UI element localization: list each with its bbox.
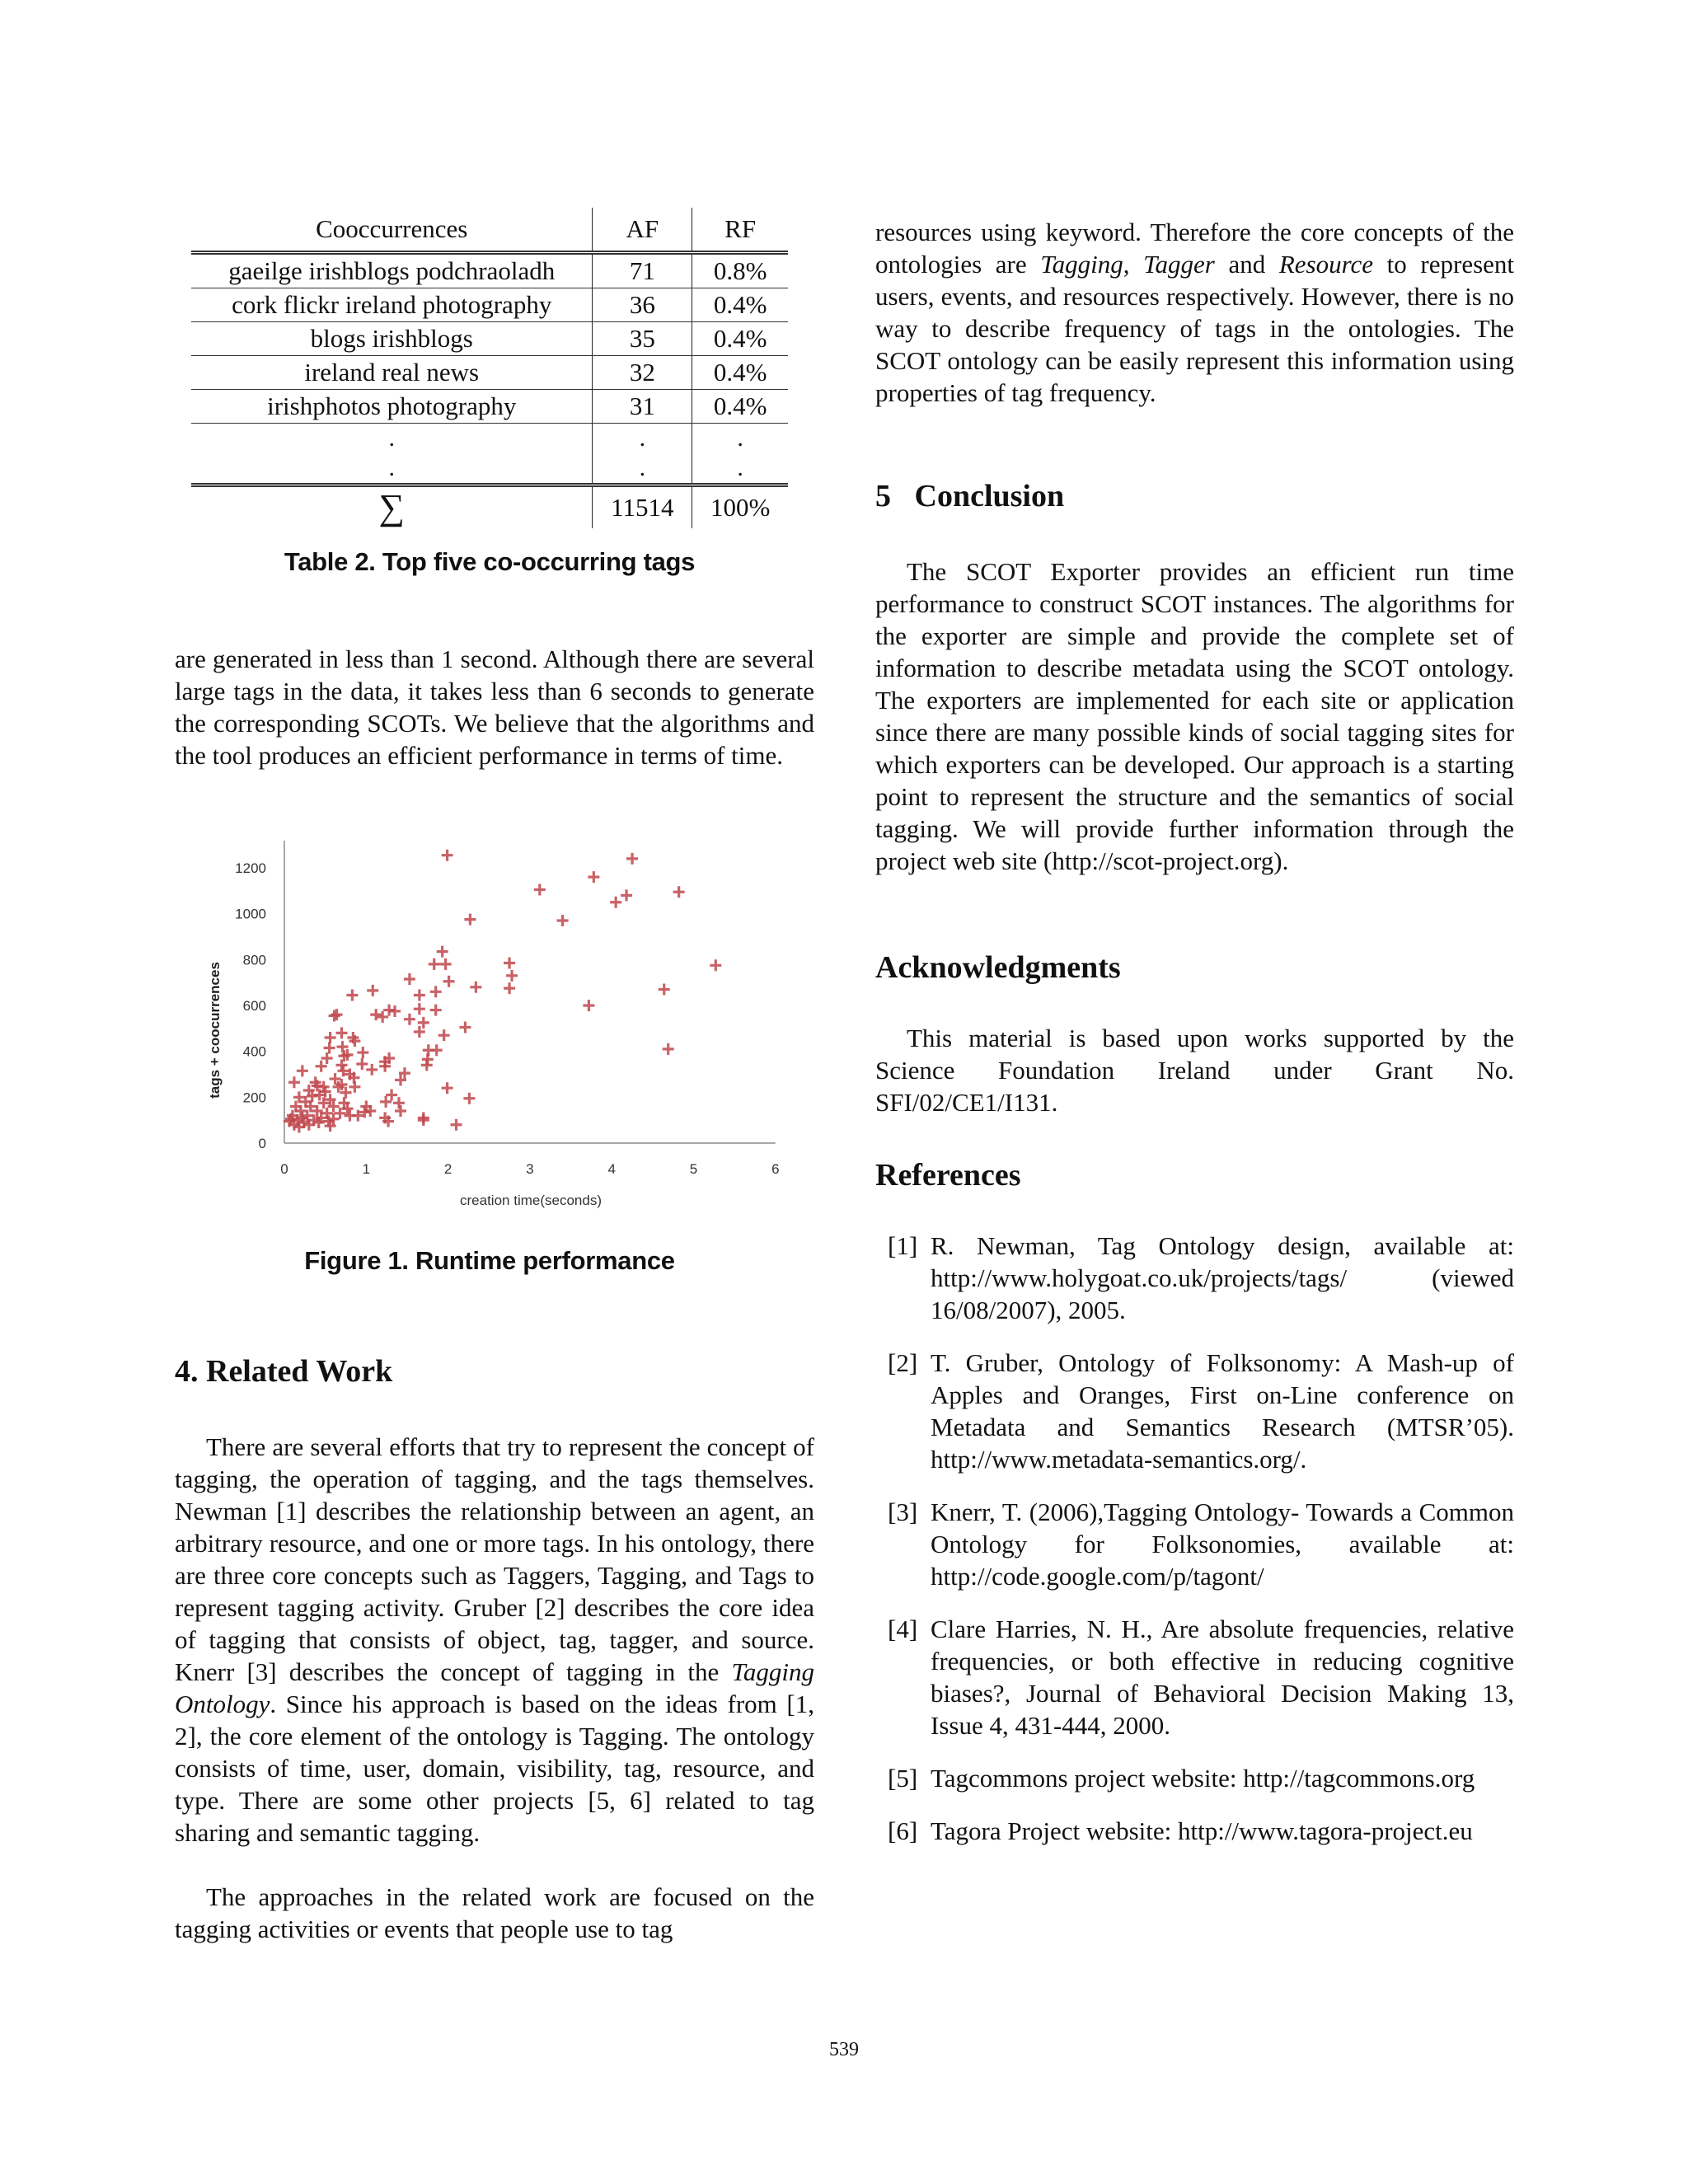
conclusion-paragraph bbox=[875, 555, 1514, 877]
data-point-plus-icon bbox=[430, 1005, 442, 1016]
cell-tags: blogs irishblogs bbox=[191, 322, 593, 356]
data-point-plus-icon bbox=[324, 1042, 335, 1053]
page-number: 539 bbox=[829, 2039, 859, 2060]
italic-term: Tagging bbox=[1040, 250, 1123, 279]
ellipsis: . bbox=[593, 453, 692, 485]
ellipsis-row bbox=[191, 453, 788, 485]
table-row bbox=[191, 356, 788, 390]
data-point-plus-icon bbox=[504, 958, 515, 969]
cooccurrence-table bbox=[191, 208, 788, 528]
ref-text: Knerr, T. (2006),Tagging Ontology- Towards a Common Ontology for Folksonomies, available at: http://code.google.com/p/tagont/ bbox=[931, 1497, 1514, 1591]
reference-item bbox=[875, 1815, 1514, 1847]
acknowledgments-paragraph bbox=[875, 1022, 1514, 1118]
data-point-plus-icon bbox=[380, 1096, 392, 1108]
reference-item bbox=[875, 1230, 1514, 1326]
scatter-plot bbox=[201, 832, 795, 1220]
data-point-plus-icon bbox=[440, 958, 452, 970]
data-point-plus-icon bbox=[395, 1105, 406, 1117]
sum-symbol: ∑ bbox=[191, 485, 593, 529]
table-row bbox=[191, 390, 788, 424]
chart-axes bbox=[235, 841, 779, 1177]
text: The approaches in the related work are focused on the tagging activities or events that people use to tag bbox=[175, 1882, 814, 1943]
data-point-plus-icon bbox=[404, 973, 415, 985]
data-point-plus-icon bbox=[288, 1076, 300, 1088]
ref-text: Clare Harries, N. H., Are absolute frequencies, relative frequencies, or both effective in reducing cognitive biases?, Journal of Behavioral Decision Making 13, Issue 4, 431-444, 2000. bbox=[931, 1615, 1514, 1740]
data-point-plus-icon bbox=[367, 985, 378, 996]
cell-rf: 0.4% bbox=[692, 356, 788, 390]
reference-item bbox=[875, 1613, 1514, 1741]
header-af: AF bbox=[593, 208, 692, 253]
ref-number: [3] bbox=[888, 1497, 918, 1526]
data-point-plus-icon bbox=[336, 1027, 348, 1038]
data-point-plus-icon bbox=[377, 1011, 388, 1023]
cell-tags: ireland real news bbox=[191, 356, 593, 390]
ref-number: [1] bbox=[888, 1231, 918, 1260]
data-point-plus-icon bbox=[663, 1043, 674, 1055]
cell-rf: 0.4% bbox=[692, 322, 788, 356]
cell-af: 32 bbox=[593, 356, 692, 390]
data-point-plus-icon bbox=[621, 889, 632, 901]
y-tick-label: 400 bbox=[242, 1043, 266, 1060]
data-point-plus-icon bbox=[321, 1052, 333, 1064]
cell-rf: 0.8% bbox=[692, 253, 788, 288]
data-point-plus-icon bbox=[506, 970, 518, 982]
data-point-plus-icon bbox=[316, 1061, 327, 1072]
data-point-plus-icon bbox=[463, 1093, 475, 1104]
section-heading-conclusion: 5 Conclusion bbox=[875, 479, 1065, 513]
ellipsis: . bbox=[593, 424, 692, 454]
results-paragraph: are generated in less than 1 second. Although there are several large tags in the data, it takes less than 6 seconds to generate the corresponding SCOTs. We believe that the algorithms and the tool produces an efficient performance in terms of time. bbox=[175, 644, 814, 770]
data-points bbox=[284, 850, 721, 1133]
data-point-plus-icon bbox=[438, 1029, 450, 1041]
ref-text: Tagcommons project website: http://tagcommons.org bbox=[931, 1764, 1475, 1793]
data-point-plus-icon bbox=[325, 1032, 336, 1043]
ref-text: T. Gruber, Ontology of Folksonomy: A Mash-up of Apples and Oranges, First on-Line conference on Metadata and Semantics Research (MTSR’05). http://www.metadata-semantics.org/. bbox=[931, 1348, 1514, 1474]
table-row bbox=[191, 253, 788, 288]
x-tick-label: 1 bbox=[362, 1161, 371, 1177]
x-tick-label: 3 bbox=[526, 1161, 534, 1177]
ellipsis: . bbox=[191, 424, 593, 454]
data-point-plus-icon bbox=[346, 989, 358, 1001]
x-tick-label: 2 bbox=[443, 1161, 452, 1177]
data-point-plus-icon bbox=[583, 1000, 594, 1011]
table-2 bbox=[191, 208, 788, 528]
data-point-plus-icon bbox=[442, 1082, 453, 1094]
data-point-plus-icon bbox=[349, 1081, 360, 1093]
ref-text: Tagora Project website: http://www.tagora-project.eu bbox=[931, 1816, 1473, 1845]
header-cooccurrences: Cooccurrences bbox=[191, 208, 593, 253]
cell-tags: cork flickr ireland photography bbox=[191, 288, 593, 322]
y-tick-label: 800 bbox=[242, 952, 266, 968]
section-heading-related-work: 4. Related Work bbox=[175, 1354, 393, 1389]
data-point-plus-icon bbox=[459, 1021, 471, 1033]
text: The SCOT Exporter provides an efficient run time performance to construct SCOT instances. The algorithms for the exporter are simple and provide the complete set of information to describe metadata using the SCOT ontology. The exporters are implemented for each site or application since there are many possible kinds of social tagging sites for which exporters can be developed. Our approach is a starting point to represent the structure and the semantics of social tagging. We will provide further information through the project web site (http://scot-project.org). bbox=[875, 557, 1514, 875]
ref-text: R. Newman, Tag Ontology design, available at: http://www.holygoat.co.uk/projects/tags/ (viewed 16/08/2007), 2005. bbox=[931, 1231, 1514, 1324]
data-point-plus-icon bbox=[443, 976, 455, 987]
x-axis-title: creation time(seconds) bbox=[460, 1193, 602, 1208]
section-heading-acknowledgments: Acknowledgments bbox=[875, 950, 1121, 985]
cell-af: 31 bbox=[593, 390, 692, 424]
sum-rf: 100% bbox=[710, 493, 771, 522]
text: resources using keyword. Therefore the core concepts of the ontologies are bbox=[875, 218, 1514, 279]
data-point-plus-icon bbox=[418, 1114, 429, 1126]
data-point-plus-icon bbox=[430, 986, 442, 997]
y-tick-label: 1200 bbox=[235, 860, 266, 876]
data-point-plus-icon bbox=[534, 883, 546, 895]
data-point-plus-icon bbox=[414, 1003, 425, 1015]
data-point-plus-icon bbox=[431, 1044, 443, 1056]
data-point-plus-icon bbox=[370, 1009, 382, 1020]
text: to represent users, events, and resources respectively. However, there is no way to describe frequency of tags in the ontologies. The SCOT ontology can be easily represent this information using properties of tag frequency. bbox=[875, 250, 1515, 407]
related-work-paragraph-2 bbox=[175, 1881, 814, 1945]
continued-paragraph bbox=[875, 216, 1514, 409]
data-point-plus-icon bbox=[336, 1059, 348, 1071]
sum-af: 11514 bbox=[593, 485, 692, 529]
ellipsis: . bbox=[191, 453, 593, 485]
data-point-plus-icon bbox=[504, 982, 515, 994]
text: This material is based upon works supported by the Science Foundation Ireland under Grant No. SFI/02/CE1/I131. bbox=[875, 1024, 1514, 1117]
data-point-plus-icon bbox=[626, 853, 638, 865]
cell-tags: irishphotos photography bbox=[191, 390, 593, 424]
table-row bbox=[191, 288, 788, 322]
ref-number: [6] bbox=[888, 1816, 918, 1845]
data-point-plus-icon bbox=[297, 1065, 308, 1076]
table-caption: Table 2. Top five co-occurring tags bbox=[284, 547, 696, 576]
ellipsis-row bbox=[191, 424, 788, 454]
cell-rf: 0.4% bbox=[692, 390, 788, 424]
cell-rf: 0.4% bbox=[692, 288, 788, 322]
x-tick-label: 4 bbox=[607, 1161, 616, 1177]
data-point-plus-icon bbox=[404, 1014, 415, 1025]
runtime-scatter-chart bbox=[201, 832, 795, 1220]
data-point-plus-icon bbox=[470, 982, 481, 993]
reference-item bbox=[875, 1347, 1514, 1475]
data-point-plus-icon bbox=[442, 850, 453, 861]
data-point-plus-icon bbox=[356, 1058, 368, 1070]
data-point-plus-icon bbox=[710, 959, 721, 971]
cell-af: 36 bbox=[593, 288, 692, 322]
y-tick-label: 0 bbox=[258, 1136, 266, 1151]
y-axis-title: tags + coocurrences bbox=[207, 962, 223, 1099]
x-tick-label: 0 bbox=[280, 1161, 288, 1177]
header-rf: RF bbox=[692, 208, 788, 253]
data-point-plus-icon bbox=[393, 1097, 405, 1108]
reference-list bbox=[875, 1230, 1514, 1868]
italic-term: Tagger bbox=[1143, 250, 1215, 279]
ellipsis: . bbox=[737, 424, 743, 452]
data-point-plus-icon bbox=[557, 915, 569, 926]
figure-caption: Figure 1. Runtime performance bbox=[304, 1246, 675, 1275]
data-point-plus-icon bbox=[389, 1005, 401, 1017]
data-point-plus-icon bbox=[366, 1064, 377, 1076]
data-point-plus-icon bbox=[386, 1090, 397, 1101]
y-tick-label: 600 bbox=[242, 998, 266, 1014]
reference-item bbox=[875, 1762, 1514, 1794]
ellipsis: . bbox=[692, 453, 788, 485]
data-point-plus-icon bbox=[357, 1047, 368, 1058]
data-point-plus-icon bbox=[451, 1119, 462, 1131]
data-point-plus-icon bbox=[464, 914, 476, 926]
data-point-plus-icon bbox=[414, 989, 425, 1001]
italic-term: Tagging Ontology bbox=[175, 1657, 814, 1718]
table-header-row bbox=[191, 208, 788, 253]
text: . Since his approach is based on the ideas from [1, 2], the core element of the ontology is Tagging. The ontology consists of time, user, domain, visibility, tag, resource, and type. There are some other projects [5, 6] related to tag sharing and semantic tagging. bbox=[175, 1690, 814, 1847]
reference-item bbox=[875, 1496, 1514, 1592]
data-point-plus-icon bbox=[421, 1059, 433, 1071]
ref-number: [2] bbox=[888, 1348, 918, 1377]
sum-row bbox=[191, 485, 788, 529]
ref-number: [5] bbox=[888, 1764, 918, 1793]
text: and bbox=[1214, 250, 1279, 279]
data-point-plus-icon bbox=[610, 897, 621, 908]
x-tick-label: 5 bbox=[689, 1161, 698, 1177]
cell-af: 35 bbox=[593, 322, 692, 356]
data-point-plus-icon bbox=[588, 871, 599, 883]
data-point-plus-icon bbox=[659, 984, 670, 996]
italic-term: Resource bbox=[1278, 250, 1374, 279]
data-point-plus-icon bbox=[437, 946, 448, 958]
text: , bbox=[1123, 250, 1144, 279]
data-point-plus-icon bbox=[673, 886, 685, 898]
x-tick-label: 6 bbox=[771, 1161, 780, 1177]
cell-tags: gaeilge irishblogs podchraoladh bbox=[191, 253, 593, 288]
y-tick-label: 200 bbox=[242, 1090, 266, 1106]
y-tick-label: 1000 bbox=[235, 906, 266, 922]
ref-number: [4] bbox=[888, 1615, 918, 1643]
section-heading-references: References bbox=[875, 1158, 1021, 1193]
data-point-plus-icon bbox=[429, 958, 440, 970]
related-work-paragraph-1 bbox=[175, 1431, 814, 1849]
data-point-plus-icon bbox=[331, 1009, 343, 1020]
text: There are several efforts that try to represent the concept of tagging, the operation of tagging, and the tags themselves. Newman [1] describes the relationship between an agent, an arbitrary resource, and one or more tags. In his ontology, there are three core concepts such as Taggers, Tagging, and Tags to represent tagging activity. Gruber [2] describes the core idea of tagging that consists of object, tag, tagger, and source. Knerr [3] describes the concept of tagging in the bbox=[175, 1432, 814, 1686]
table-row bbox=[191, 322, 788, 356]
cell-af: 71 bbox=[593, 253, 692, 288]
